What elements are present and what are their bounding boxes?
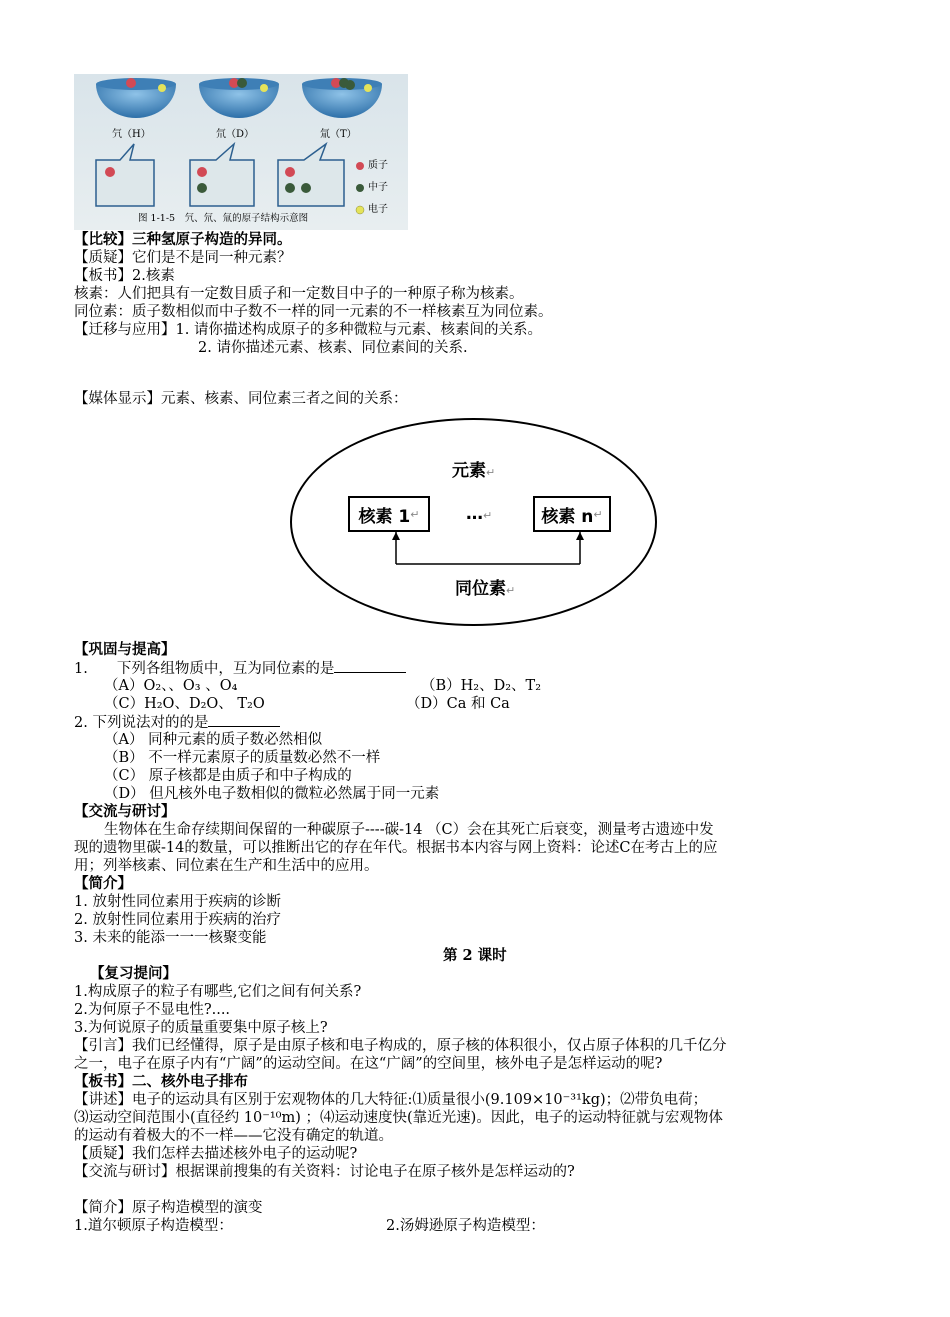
model-thomson: 2.汤姆逊原子构造模型： <box>386 1218 545 1234</box>
lesson2-heading: 第 2 课时 <box>443 947 507 964</box>
quiz-title: 【巩固与提高】 <box>74 641 176 658</box>
bowl-d <box>199 78 279 118</box>
question-line: 【质疑】它们是不是同一种元素？ <box>74 250 292 266</box>
board-heading: 【板书】二、核外电子排布 <box>74 1073 248 1090</box>
isotope-figure-drawing <box>74 74 408 230</box>
quiz-q2-b: （B） 不一样元素原子的质量数必然不一样 <box>104 750 381 766</box>
label-d: 氘（D） <box>216 129 255 140</box>
quiz-q1-b: （B）H₂、D₂、T₂ <box>421 678 542 694</box>
intro-item-1: 1. 放射性同位素用于疾病的诊断 <box>74 894 281 910</box>
nuclide-definition: 核素：人们把具有一定数目质子和一定数目中子的一种原子称为核素。 <box>74 286 524 302</box>
nuclide-n-box: 核素 n ↵ <box>533 496 611 532</box>
model-evolution: 【简介】原子构造模型的演变 <box>74 1200 263 1216</box>
board-line: 【板书】2.核素 <box>74 268 175 284</box>
isotope-arrow <box>380 530 600 566</box>
talk-line-3: 的运动有着极大的不一样——它没有确定的轨道。 <box>74 1128 393 1144</box>
talk-line-1: 【讲述】电子的运动具有区别于宏观物体的几大特征:⑴质量很小(9.109×10⁻³¹kg)；⑵带负电荷； <box>74 1092 708 1108</box>
quiz-q1-d: （D）Ca 和 Ca <box>406 696 510 712</box>
quiz-q2-a: （A） 同种元素的质子数必然相似 <box>104 732 323 748</box>
legend-electron: 电子 <box>368 204 388 215</box>
talk-line-2: ⑶运动空间范围小(直径约 10⁻¹⁰m) ；⑷运动速度快(靠近光速)。因此，电子的运动特征就与宏观物体 <box>74 1110 723 1126</box>
discuss-line-3: 用；列举核素、同位素在生产和生活中的应用。 <box>74 858 379 874</box>
label-h: 氕（H） <box>112 129 151 140</box>
compare-line: 【比较】三种氢原子构造的异同。 <box>74 231 292 248</box>
element-label: 元素↵ <box>452 461 496 481</box>
review-q3: 3.为何说原子的质量重要集中原子核上? <box>74 1020 328 1036</box>
quiz-q1-a: （A）O₂、、O₃ 、O₄ <box>104 678 238 694</box>
figure-caption: 图 1-1-5 氕、氘、氚的原子结构示意图 <box>138 213 309 224</box>
review-q2: 2.为何原子不显电性?.... <box>74 1002 231 1018</box>
intro-para-2: 之一，电子在原子内有“广阔”的运动空间。在这“广阔”的空间里，核外电子是怎样运动的呢? <box>74 1056 663 1072</box>
intro-title: 【简介】 <box>74 875 132 892</box>
apply-line-1: 【迁移与应用】1. 请你描述构成原子的多种微粒与元素、核素间的关系。 <box>74 322 542 338</box>
quiz-q2-c: （C） 原子核都是由质子和中子构成的 <box>104 768 352 784</box>
quiz-q2: 2. 下列说法对的的是 <box>74 713 280 732</box>
discuss-line-2: 现的遗物里碳-14的数量，可以推断出它的存在年代。根据书本内容与网上资料：论述C在考古上的应 <box>74 840 718 856</box>
bowl-h <box>96 78 176 118</box>
apply-line-2: 2. 请你描述元素、核素、同位素间的关系. <box>198 340 468 356</box>
media-line: 【媒体显示】元素、核素、同位素三者之间的关系： <box>74 391 408 407</box>
discuss-line-1: 生物体在生命存续期间保留的一种碳原子----碳-14 （C）会在其死亡后衰变，测量考古遗迹中发 <box>104 822 714 838</box>
isotope-figure <box>74 74 408 230</box>
question-electron: 【质疑】我们怎样去描述核外电子的运动呢? <box>74 1146 358 1162</box>
intro-item-2: 2. 放射性同位素用于疾病的治疗 <box>74 912 281 928</box>
ellipsis-label: …↵ <box>466 504 493 524</box>
isotope-definition: 同位素：质子数相似而中子数不一样的同一元素的不一样核素互为同位素。 <box>74 304 553 320</box>
quiz-q2-d: （D） 但凡核外电子数相似的微粒必然属于同一元素 <box>104 786 440 802</box>
model-dalton: 1.道尔顿原子构造模型： <box>74 1218 233 1234</box>
review-q1: 1.构成原子的粒子有哪些,它们之间有何关系? <box>74 984 362 1000</box>
bowl-t <box>302 78 382 118</box>
nuclide-1-box: 核素 1 ↵ <box>348 496 430 532</box>
intro-para-1: 【引言】我们已经懂得，原子是由原子核和电子构成的，原子核的体积很小，仅占原子体积的几千亿分 <box>74 1038 727 1054</box>
discuss-electron: 【交流与研讨】根据课前搜集的有关资料：讨论电子在原子核外是怎样运动的? <box>74 1164 575 1180</box>
quiz-q1: 1. 下列各组物质中，互为同位素的是 <box>74 659 406 678</box>
quiz-q1-c: （C）H₂O、D₂O、 T₂O <box>104 696 265 712</box>
label-t: 氚（T） <box>320 129 357 140</box>
legend-neutron: 中子 <box>368 182 388 193</box>
intro-item-3: 3. 未来的能添一一一核聚变能 <box>74 930 267 946</box>
isotope-label: 同位素↵ <box>455 579 516 599</box>
discuss-title: 【交流与研讨】 <box>74 803 176 820</box>
review-title: 【复习提问】 <box>90 965 177 982</box>
legend-proton: 质子 <box>368 160 388 171</box>
